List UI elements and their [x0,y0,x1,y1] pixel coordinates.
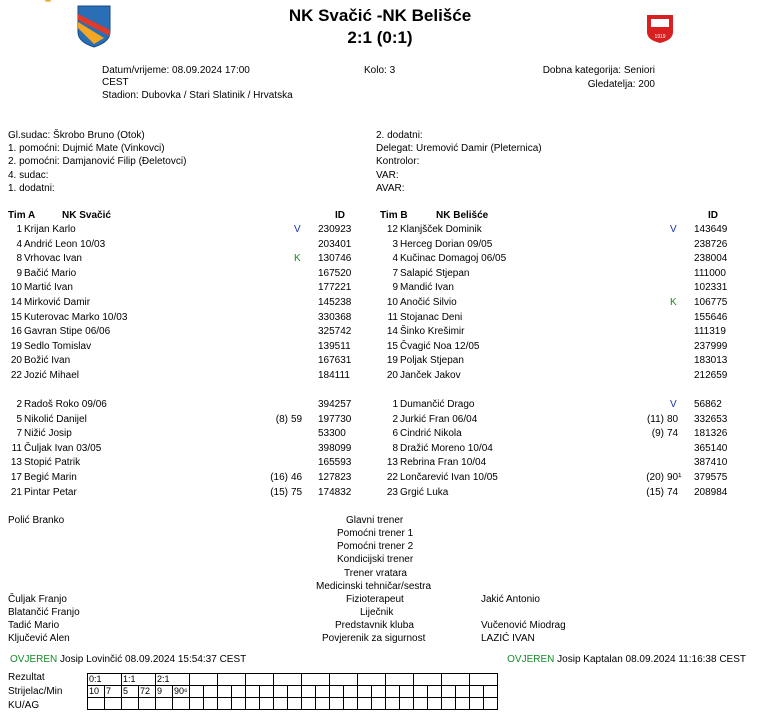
player-id: 143649 [694,224,728,235]
player-name: Kuterovac Marko 10/03 [24,311,128,323]
player-row [376,398,746,412]
player-name: Salapić Stjepan [400,267,470,279]
player-name: Stojanac Deni [400,311,463,323]
staff-role: Kondicijski trener [337,554,414,565]
player-number: 23 [386,486,398,498]
player-number: 4 [392,253,398,265]
official-line: 1. pomoćni: Dujmić Mate (Vinkovci) [8,143,165,154]
ku-ag-cell [139,698,156,710]
player-name: Gavran Stipe 06/06 [24,326,111,338]
player-number: 8 [392,442,398,454]
substitution-minute: 75 [291,486,303,498]
ku-ag-cell [260,698,274,710]
player-id: 145238 [318,297,352,308]
ku-ag-cell [456,698,470,710]
player-row [0,238,370,252]
ku-ag-cell [173,698,190,710]
home-representative: Tadić Mario [8,620,60,631]
player-number: 9 [392,282,398,294]
player-id: 167520 [318,267,352,279]
player-id: 238004 [694,253,728,265]
player-name: Vrhovac Ivan [24,253,82,265]
player-row [0,325,370,339]
ku-ag-cell [288,698,302,710]
scorer-cell [358,686,372,698]
player-row [0,296,370,310]
home-team-logo [76,4,112,48]
scorer-cell: 10 [88,686,105,698]
scorer-cell [260,686,274,698]
player-id: 387410 [694,457,728,469]
player-id: 365140 [694,442,728,454]
away-security-officer: LAZIĆ IVAN [481,633,535,644]
team-b-label: Tim B [380,210,408,221]
player-number: 1 [16,224,22,235]
scorer-cell [218,686,232,698]
substitution-for: (8) [275,413,288,425]
player-name: Grgić Luka [400,486,449,498]
player-id: 177221 [318,282,352,294]
staff-role: Povjerenik za sigurnost [322,633,426,644]
staff-role: Glavni trener [346,515,404,526]
player-id: 155646 [694,311,728,323]
staff-role: Pomoćni trener 1 [337,528,414,539]
player-number: 11 [387,311,398,323]
player-row [0,369,370,383]
official-line: 4. sudac: [8,170,49,181]
match-datetime: Datum/vrijeme: 08.09.2024 17:00 [102,65,250,76]
match-category: Dobna kategorija: Seniori [542,65,655,76]
scorer-cell [274,686,288,698]
player-row [0,413,370,427]
player-name: Radoš Roko 09/06 [24,399,107,410]
ku-ag-cell [218,698,232,710]
team-a-id-header: ID [335,210,345,221]
player-row [376,325,746,339]
substitution-minute: 74 [667,486,679,498]
substitution-minute: 59 [291,413,303,425]
player-row [0,281,370,295]
substitution-for: (15) [270,486,288,498]
player-id: 184111 [318,370,350,381]
team-a-label: Tim A [8,210,36,221]
ku-ag-cell [400,698,414,710]
ku-ag-cell [232,698,246,710]
player-id: 139511 [318,340,351,352]
ku-ag-cell [156,698,173,710]
scorer-cell [302,686,316,698]
scorer-cell [414,686,428,698]
score-cell [358,674,386,686]
verify-right-text: Josip Kaptalan 08.09.2024 11:16:38 CEST [557,654,746,665]
scorer-cell [190,686,204,698]
player-name: Šinko Krešimir [400,326,465,338]
player-row [0,340,370,354]
team-b-id-header: ID [708,210,718,221]
ku-ag-cell [204,698,218,710]
player-name: Dumančić Drago [400,399,475,410]
player-row [0,398,370,412]
official-line: 2. dodatni: [376,130,423,141]
substitution-minute: 90¹ [667,472,682,483]
player-row [376,223,746,237]
player-number: 2 [392,413,398,425]
player-name: Božić Ivan [24,355,71,367]
ku-ag-cell [105,698,122,710]
score-cell [414,674,442,686]
player-row [376,296,746,310]
player-name: Andrić Leon 10/03 [24,238,106,250]
team-a-name: NK Svačić [62,210,111,221]
scorer-cell: 72 [139,686,156,698]
player-name: Kučinac Domagoj 06/05 [400,253,507,265]
ku-ag-cell [372,698,386,710]
player-id: 183013 [694,355,728,367]
scorer-cell: 5 [122,686,139,698]
player-id: 325742 [318,326,352,338]
player-row [0,354,370,368]
official-line: Kontrolor: [376,156,420,167]
ku-ag-cell [442,698,456,710]
score-cell: 1:1 [122,674,156,686]
match-spectators: Gledatelja: 200 [587,79,655,90]
player-id: 181326 [694,428,728,440]
score-cell [470,674,498,686]
scorer-cell [456,686,470,698]
player-id: 203401 [318,238,352,250]
player-name: Rebrina Fran 10/04 [400,457,487,469]
match-title: NK Svačić -NK Belišće [288,6,472,25]
player-row [376,486,746,500]
player-name: Krijan Karlo [24,224,76,235]
official-line: VAR: [376,170,399,181]
player-id: 53300 [318,428,346,440]
official-line: Delegat: Uremović Damir (Pleternica) [376,143,542,154]
verify-right [507,654,746,665]
ku-ag-label: KU/AG [8,700,40,711]
player-number: 16 [10,326,22,338]
ku-ag-cell [330,698,344,710]
scorer-cell [344,686,358,698]
ku-ag-cell [302,698,316,710]
player-number: 9 [16,267,22,279]
scorer-cell [232,686,246,698]
player-name: Dražić Moreno 10/04 [400,442,493,454]
player-number: 13 [386,457,398,469]
verify-right-label: OVJEREN [507,654,555,665]
scorer-cell [400,686,414,698]
ku-ag-cell [122,698,139,710]
score-cell [218,674,246,686]
svg-text:1919: 1919 [654,34,666,40]
home-doctor: Blatančić Franjo [8,607,80,618]
player-id: 394257 [318,399,352,410]
player-id: 212659 [694,370,728,381]
scorer-label: Strijelac/Min [8,686,63,697]
player-name: Nižić Josip [24,428,72,440]
player-id: 398099 [318,442,352,454]
player-row [0,252,370,266]
match-timezone: CEST [102,77,129,88]
player-id: 111000 [694,267,726,279]
official-line: AVAR: [376,183,405,194]
player-row [376,252,746,266]
player-number: 5 [16,413,22,425]
ku-ag-cell [428,698,442,710]
player-id: 102331 [694,282,728,294]
player-row [0,267,370,281]
player-number: 14 [10,297,22,308]
player-number: 7 [392,267,398,279]
scorer-cell [386,686,400,698]
player-row [376,471,746,485]
ku-ag-cell [358,698,372,710]
score-cell: 2:1 [156,674,190,686]
substitution-for: (9) [651,428,664,440]
player-name: Mandić Ivan [400,282,454,294]
ku-ag-cell [414,698,428,710]
ku-ag-cell [484,698,498,710]
player-number: 7 [16,428,22,440]
substitution-minute: 74 [667,428,679,440]
official-line: 1. dodatni: [8,183,55,194]
player-id: 56862 [694,399,722,410]
scorer-cell: 7 [105,686,122,698]
player-name: Herceg Dorian 09/05 [400,238,493,250]
staff-role: Medicinski tehničar/sestra [316,581,432,592]
ku-ag-cell [246,698,260,710]
player-name: Anočić Silvio [400,297,457,308]
away-representative: Vučenović Miodrag [481,620,566,631]
ku-ag-cell [316,698,330,710]
player-number: 19 [386,355,398,367]
verify-left-label: OVJEREN [10,654,58,665]
verify-left-text: Josip Lovinčić 08.09.2024 15:54:37 CEST [60,654,247,665]
player-id: 379575 [694,472,728,483]
player-id: 111319 [694,326,726,338]
match-score: 2:1 (0:1) [347,28,413,47]
player-row [0,311,370,325]
score-cell [386,674,414,686]
player-name: Bačić Mario [24,267,77,279]
staff-role: Fizioterapeut [346,594,404,605]
player-id: 174832 [318,486,352,498]
player-row [376,442,746,456]
player-id: 127823 [318,472,352,483]
player-number: 20 [386,370,398,381]
player-id: 238726 [694,238,728,250]
player-name: Begić Marin [24,472,77,483]
player-number: 1 [392,399,398,410]
scorer-cell [372,686,386,698]
ku-ag-cell [88,698,105,710]
captain-mark: K [294,253,301,265]
home-physio: Čuljak Franjo [8,594,67,605]
player-name: Nikolić Danijel [24,413,87,425]
player-number: 4 [16,238,22,250]
player-number: 21 [10,486,22,498]
scorer-cell [330,686,344,698]
player-name: Jurkić Fran 06/04 [400,413,478,425]
ku-ag-cell [344,698,358,710]
player-number: 20 [10,355,22,367]
player-row [376,340,746,354]
player-id: 237999 [694,340,728,352]
substitution-for: (11) [646,413,664,425]
official-line: 2. pomoćni: Damjanović Filip (Đeletovci) [8,156,187,167]
player-row [376,456,746,470]
player-name: Poljak Stjepan [400,355,464,367]
home-security-officer: Ključević Alen [8,633,70,644]
player-id: 165593 [318,457,352,469]
ku-ag-cell [274,698,288,710]
player-name: Čvagić Noa 12/05 [400,340,480,352]
score-cell [302,674,330,686]
player-number: 14 [386,326,398,338]
scorer-cell: 9 [156,686,173,698]
player-name: Sedlo Tomislav [24,340,92,352]
player-row [376,413,746,427]
away-team-logo [644,12,676,44]
match-round: Kolo: 3 [364,65,396,76]
player-number: 13 [10,457,22,469]
staff-role: Predstavnik kluba [335,620,414,631]
substitution-minute: 80 [667,413,679,425]
player-row [0,442,370,456]
player-row [376,281,746,295]
goalkeeper-mark: V [670,224,677,235]
player-id: 330368 [318,311,352,323]
substitution-minute: 46 [291,472,303,483]
player-row [0,456,370,470]
player-row [376,238,746,252]
scorer-cell: 90⁶ [174,686,188,696]
top-left-partial-mark [44,0,52,2]
scorer-cell [316,686,330,698]
ku-ag-cell [190,698,204,710]
player-name: Lončarević Ivan 10/05 [400,472,498,483]
player-name: Janček Jakov [400,370,461,381]
goalkeeper-mark: V [670,399,677,410]
goalkeeper-mark: V [294,224,301,235]
player-name: Jozić Mihael [24,370,80,381]
player-number: 19 [10,340,22,352]
player-id: 197730 [318,413,352,425]
ku-ag-cell [386,698,400,710]
player-row [376,311,746,325]
player-row [0,486,370,500]
result-label: Rezultat [8,672,45,683]
player-id: 332653 [694,413,728,425]
player-row [0,223,370,237]
staff-role: Liječnik [360,607,394,618]
player-name: Stopić Patrik [24,457,81,469]
scorer-cell [428,686,442,698]
player-number: 2 [16,399,22,410]
captain-mark: K [670,297,677,308]
away-physio: Jakić Antonio [481,594,540,605]
staff-role: Trener vratara [344,568,407,579]
player-id: 230923 [318,224,352,235]
player-id: 167631 [318,355,352,367]
player-id: 208984 [694,486,728,498]
score-cell [190,674,218,686]
score-cell [246,674,274,686]
player-number: 8 [16,253,22,265]
player-name: Martić Ivan [24,282,73,294]
score-cell: 0:1 [88,674,122,686]
player-row [0,471,370,485]
player-number: 10 [386,297,398,308]
match-stadium: Stadion: Dubovka / Stari Slatinik / Hrvatska [102,90,293,101]
player-number: 15 [386,340,398,352]
substitution-for: (15) [646,486,664,498]
score-cell [442,674,470,686]
player-number: 11 [11,442,22,454]
scorer-cell [246,686,260,698]
player-number: 22 [386,472,398,483]
player-name: Cindrić Nikola [400,428,462,440]
scorer-cell [442,686,456,698]
team-b-name: NK Belišće [436,210,489,221]
scorer-cell [484,686,498,698]
player-id: 106775 [694,297,728,308]
staff-role: Pomoćni trener 2 [337,541,414,552]
player-row [376,369,746,383]
player-number: 10 [10,282,22,294]
player-row [376,427,746,441]
player-row [0,427,370,441]
player-name: Pintar Petar [24,486,77,498]
player-number: 22 [10,370,22,381]
player-number: 12 [386,224,398,235]
scorer-cell [204,686,218,698]
player-name: Čuljak Ivan 03/05 [24,442,102,454]
score-cell [274,674,302,686]
player-name: Klanjšček Dominik [400,224,482,235]
ku-ag-cell [470,698,484,710]
player-id: 130746 [318,253,352,265]
player-number: 17 [10,472,22,483]
verify-left [10,654,246,665]
score-cell [330,674,358,686]
home-coach: Polić Branko [8,515,65,526]
scorer-cell [288,686,302,698]
player-number: 15 [10,311,22,323]
player-row [376,267,746,281]
substitution-for: (20) [646,472,664,483]
player-number: 3 [392,238,398,250]
substitution-for: (16) [270,472,288,483]
scorer-cell [470,686,484,698]
result-grid [87,673,498,710]
official-line: Gl.sudac: Škrobo Bruno (Otok) [8,130,145,141]
player-number: 6 [392,428,398,440]
player-row [376,354,746,368]
player-name: Mirković Damir [24,297,91,308]
